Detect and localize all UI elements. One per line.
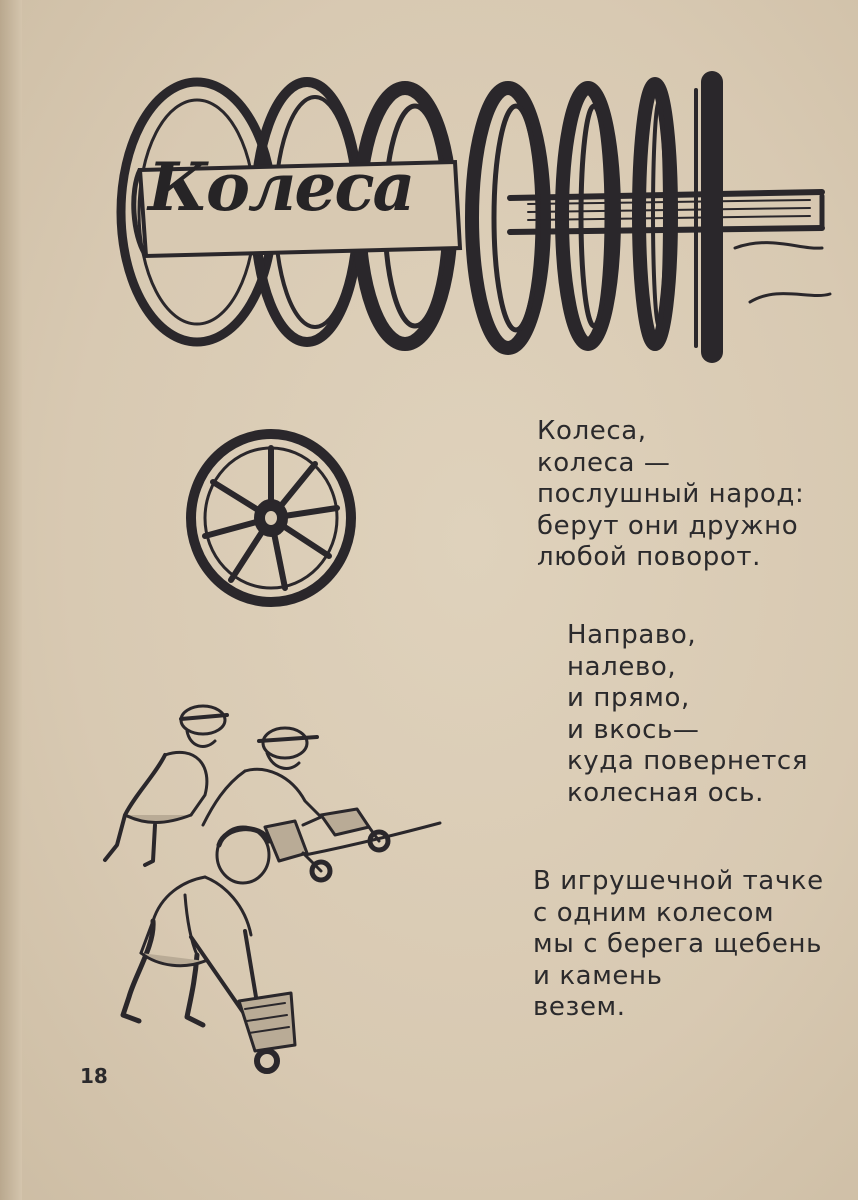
stanza-line: куда повернется xyxy=(567,746,809,776)
stanza-line: Колеса, xyxy=(537,416,647,446)
stanza-line: везем. xyxy=(533,992,626,1022)
stanza-line: мы с берега щебень xyxy=(533,929,822,959)
stanza-1 xyxy=(537,416,804,574)
stanza-line: и вкось— xyxy=(567,714,700,745)
stanza-line: колеса — xyxy=(537,447,671,478)
stanza-line: послушный народ: xyxy=(537,479,805,509)
stanza-line: В игрушечной тачке xyxy=(533,866,824,896)
stanza-3 xyxy=(533,866,824,1024)
stanza-line: любой поворот. xyxy=(537,542,761,572)
page-title: Колеса xyxy=(148,148,414,226)
spoked-wheel-illustration xyxy=(185,428,357,608)
page-number: 18 xyxy=(80,1064,108,1088)
stanza-line: колесная ось. xyxy=(567,777,764,808)
stanza-line: и прямо, xyxy=(567,683,690,713)
children-wheelbarrows-illustration xyxy=(95,685,445,1080)
stanza-line: налево, xyxy=(567,651,677,682)
stanza-line: Направо, xyxy=(567,620,697,650)
page-gutter-shadow xyxy=(0,0,22,1200)
stanza-line: с одним колесом xyxy=(533,897,775,928)
stanza-line: берут они дружно xyxy=(537,510,799,541)
stanza-2 xyxy=(567,620,808,809)
stanza-line: и камень xyxy=(533,960,663,991)
